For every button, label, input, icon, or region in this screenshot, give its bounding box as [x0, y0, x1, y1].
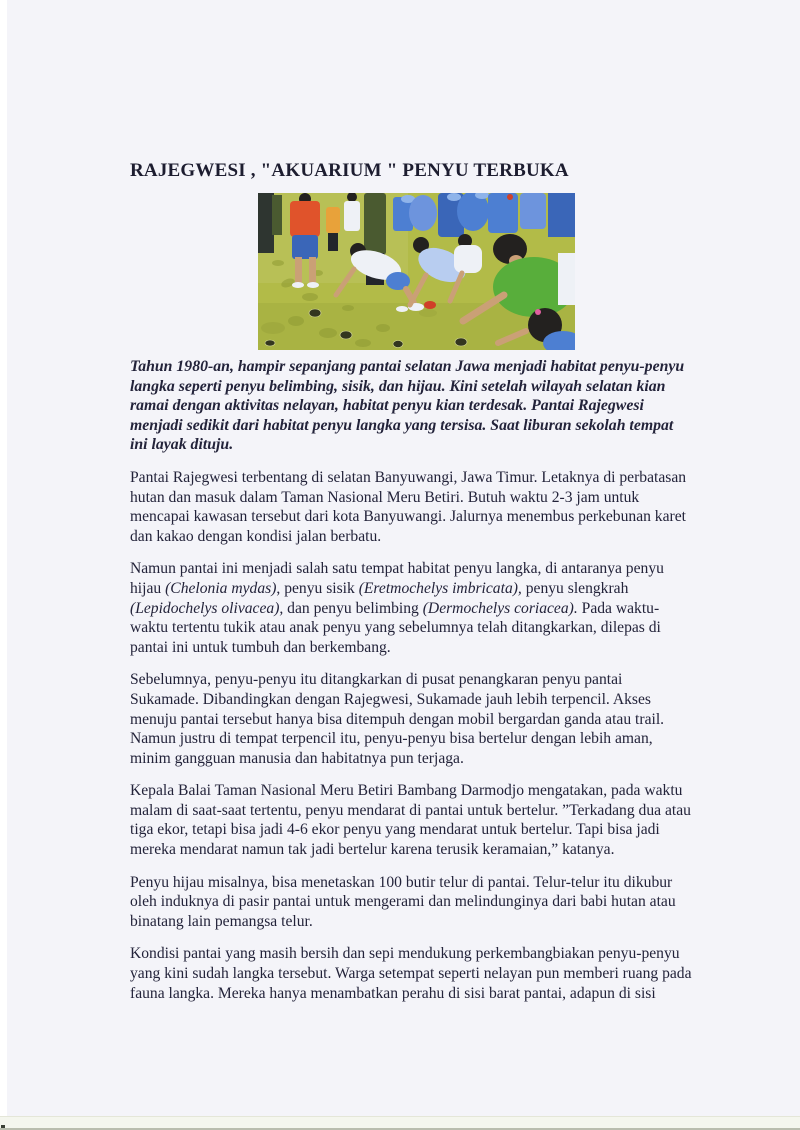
article-body	[130, 468, 693, 1003]
paragraph-text: Kondisi pantai yang masih bersih dan sepi mendukung perkembangbiakan penyu-penyu yang kini sudah langka tersebut. Warga setempat seperti nelayan pun memberi ruang pada fauna langka. Mereka hanya menambatkan perahu di sisi barat pantai, adapun di sisi	[130, 945, 692, 1002]
paragraph-text: Penyu hijau misalnya, bisa menetaskan 100 butir telur di pantai. Telur-telur itu dikubur oleh induknya di pasir pantai untuk mengerami dan melindunginya dari babi hutan atau binatang lain pemangsa telur.	[130, 873, 676, 930]
species-latin-name: (Lepidochelys olivacea),	[130, 599, 284, 617]
scan-left-edge	[0, 0, 7, 1130]
paragraph-text: Pada waktu-waktu tertentu tukik atau anak penyu yang sebelumnya telah ditangkarkan, dilepas di pantai ini untuk tumbuh dan berkembang.	[130, 599, 661, 656]
article-photo	[258, 193, 575, 350]
document-page	[130, 160, 693, 1003]
paragraph-text: Kepala Balai Taman Nasional Meru Betiri Bambang Darmodjo mengatakan, pada waktu malam di saat-saat tertentu, penyu mendarat di pantai untuk bertelur. ”Terkadang dua atau tiga ekor, tetapi bisa jadi 4-6 ekor penyu yang mendarat untuk bertelur. Tapi bisa jadi mereka mendarat namun tak jadi bertelur karena terusik keramaian,” katanya.	[130, 782, 691, 859]
species-latin-name: (Eretmochelys imbricata),	[358, 579, 522, 597]
article-paragraph	[130, 781, 693, 859]
beach-release-photo	[258, 193, 575, 350]
paragraph-text: Namun pantai ini menjadi salah satu tempat habitat penyu langka, di antaranya penyu hijau	[130, 560, 664, 597]
paragraph-text: Sebelumnya, penyu-penyu itu ditangkarkan di pusat penangkaran penyu pantai Sukamade. Dibandingkan dengan Rajegwesi, Sukamade jauh lebih terpencil. Akses menuju pantai tersebut hanya bisa ditempuh dengan mobil bergardan ganda atau trail. Namun justru di tempat terpencil itu, penyu-penyu bisa bertelur dengan lebih aman, minim gangguan manusia dan habitatnya pun terjaga.	[130, 671, 665, 767]
article-lead: Tahun 1980-an, hampir sepanjang pantai selatan Jawa menjadi habitat penyu-penyu langka seperti penyu belimbing, sisik, dan hijau. Kini setelah wilayah selatan kian ramai dengan aktivitas nelayan, habitat penyu kian terdesak. Pantai Rajegwesi menjadi sedikit dari habitat penyu langka yang tersisa. Saat liburan sekolah tempat ini layak dituju.	[130, 358, 685, 454]
paragraph-text: Pantai Rajegwesi terbentang di selatan Banyuwangi, Jawa Timur. Letaknya di perbatasan hutan dan masuk dalam Taman Nasional Meru Betiri. Butuh waktu 2-3 jam untuk mencapai kawasan tersebut dari kota Banyuwangi. Jalurnya menembus perkebunan karet dan kakao dengan kondisi jalan berbatu.	[130, 468, 687, 545]
paragraph-text: , penyu sisik	[276, 579, 359, 597]
species-latin-name: (Chelonia mydas)	[165, 579, 277, 597]
species-latin-name: (Dermochelys coriacea).	[422, 599, 578, 617]
article-paragraph	[130, 670, 693, 768]
paragraph-text: penyu slengkrah	[521, 579, 629, 597]
article-title: RAJEGWESI , "AKUARIUM " PENYU TERBUKA	[130, 160, 569, 181]
article-paragraph	[130, 944, 693, 1003]
article-paragraph	[130, 559, 693, 657]
article-paragraph	[130, 873, 693, 932]
paragraph-text: dan penyu belimbing	[283, 599, 423, 617]
article-paragraph	[130, 468, 693, 546]
scan-corner-mark	[1, 1125, 5, 1128]
